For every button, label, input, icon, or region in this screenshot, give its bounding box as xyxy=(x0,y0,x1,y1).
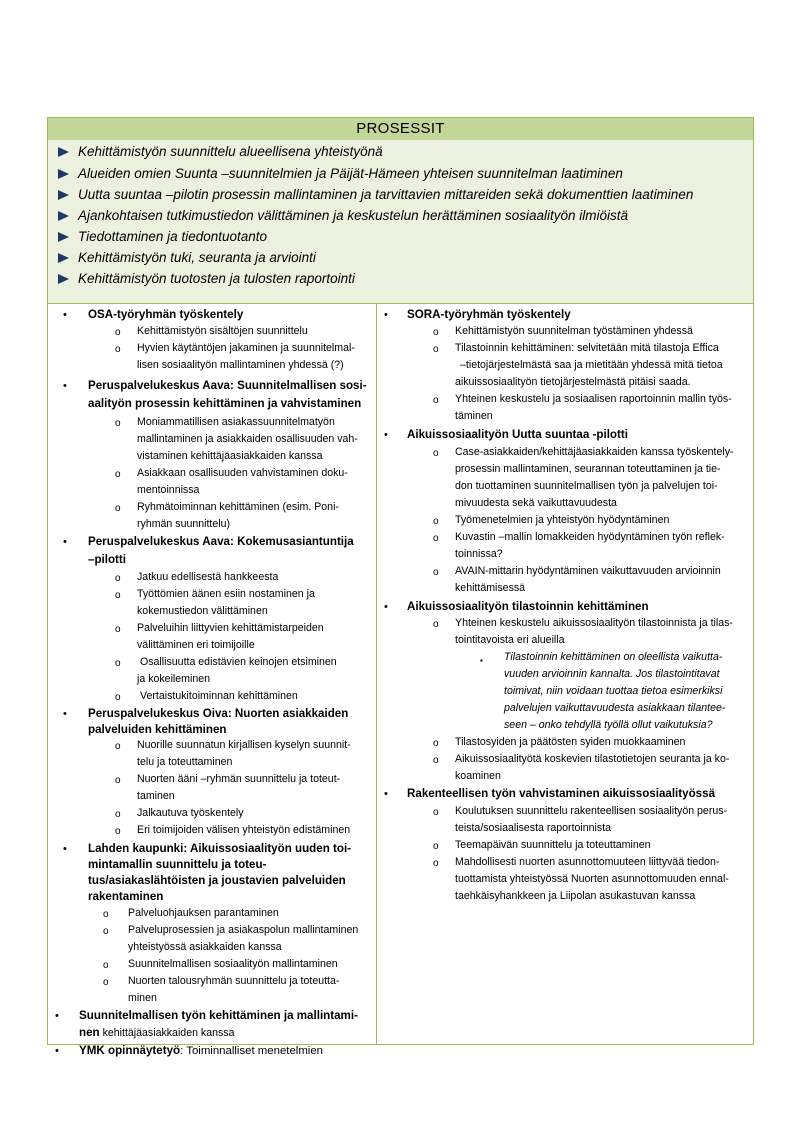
triangle-bullet-icon xyxy=(58,190,69,200)
list-item: Hyvien käytäntöjen jakaminen ja suunnitelmal- xyxy=(137,342,355,354)
list-item: Nuorille suunnatun kirjallisen kyselyn suunnit- xyxy=(137,739,351,751)
sub-bullet-marker: o xyxy=(433,567,439,578)
list-item: toinnissa? xyxy=(455,548,503,560)
list-item: teista/sosiaalisesta raportoinnista xyxy=(455,822,612,834)
list-item: –tietojärjestelmästä saa ja mietitään yhdessä mitä tietoa xyxy=(460,359,723,371)
process-item: Kehittämistyön suunnittelu alueellisena yhteistyönä xyxy=(58,144,383,159)
process-item: Ajankohtaisen tutkimustiedon välittäminen ja keskustelun herättäminen sosiaalityön ilmiöistä xyxy=(58,208,628,223)
list-item: Moniammatillisen asiakassuunnitelmatyön xyxy=(137,416,335,428)
list-item: välittäminen eri toimijoille xyxy=(137,639,255,651)
bullet-marker: • xyxy=(63,536,67,548)
bullet-marker: • xyxy=(384,429,388,441)
note-text: seen – onko tehdyllä työllä ollut vaikutuksia? xyxy=(504,719,713,731)
section-heading: Peruspalvelukeskus Aava: Suunnitelmallisen sosi- xyxy=(88,379,367,392)
list-item: Palveluprosessien ja asiakaspolun mallintaminen xyxy=(128,924,359,936)
sub-bullet-marker: o xyxy=(115,826,121,837)
sub-bullet-marker: o xyxy=(115,741,121,752)
sub-bullet-marker: o xyxy=(115,503,121,514)
list-item: telu ja toteuttaminen xyxy=(137,756,233,768)
sub-bullet-marker: o xyxy=(103,977,109,988)
list-item: Teemapäivän suunnittelu ja toteuttaminen xyxy=(455,839,651,851)
sub-bullet-marker: o xyxy=(115,469,121,480)
list-item: kokemustiedon välittäminen xyxy=(137,605,268,617)
note-text: Tilastoinnin kehittäminen on oleellista vaikutta- xyxy=(504,651,723,663)
bullet-marker: • xyxy=(63,309,67,321)
list-item: Kehittämistyön sisältöjen suunnittelu xyxy=(137,325,308,337)
list-item: yhteistyössä asiakkaiden kanssa xyxy=(128,941,282,953)
bullet-marker: • xyxy=(384,309,388,321)
table-title: PROSESSIT xyxy=(48,118,753,141)
sub-bullet-marker: o xyxy=(115,775,121,786)
bullet-marker: • xyxy=(63,708,67,720)
list-item: mallintaminen ja asiakkaiden osallisuuden vah- xyxy=(137,433,358,445)
sub-bullet-marker: o xyxy=(433,858,439,869)
section-heading: Lahden kaupunki: Aikuissosiaalityön uuden toi- xyxy=(88,842,352,855)
triangle-bullet-icon xyxy=(58,147,69,157)
list-item: mivuudesta sekä vaikuttavuudesta xyxy=(455,497,617,509)
section-heading: OSA-työryhmän työskentely xyxy=(88,308,244,321)
sub-bullet-marker: o xyxy=(433,516,439,527)
list-item: vistaminen kehittäjäasiakkaiden kanssa xyxy=(137,450,323,462)
list-item: täminen xyxy=(455,410,493,422)
section-heading: nen kehittäjäasiakkaiden kanssa xyxy=(79,1026,235,1039)
section-heading: YMK opinnäytetyö: Toiminnalliset menetelmien xyxy=(79,1044,324,1057)
section-heading: Peruspalvelukeskus Aava: Kokemusasiantuntija xyxy=(88,535,354,548)
sub-bullet-marker: o xyxy=(115,327,121,338)
section-heading: palveluiden kehittäminen xyxy=(88,723,227,736)
list-item: Yhteinen keskustelu ja sosiaalisen raportoinnin mallin työs- xyxy=(455,393,732,405)
list-item: don tuottaminen suunnitelmallisen työn ja palvelujen toi- xyxy=(455,480,718,492)
sub-bullet-marker: o xyxy=(433,738,439,749)
left-column xyxy=(48,304,376,1057)
list-item: tuottamista yhteistyössä Nuorten asunnottomuuden ennal- xyxy=(455,873,729,885)
section-heading: Rakenteellisen työn vahvistaminen aikuissosiaalityössä xyxy=(407,787,716,800)
process-list xyxy=(48,140,753,304)
list-item: Palveluohjauksen parantaminen xyxy=(128,907,279,919)
triangle-bullet-icon xyxy=(58,253,69,263)
triangle-bullet-icon xyxy=(58,274,69,284)
section-heading: tus/asiakaslähtöisten ja joustavien palveluiden xyxy=(88,874,346,887)
square-bullet-marker: ▪ xyxy=(480,656,483,665)
list-item: taehkäisyhankkeen ja Liipolan asukastuvan kanssa xyxy=(455,890,696,902)
right-column xyxy=(377,304,753,1044)
list-item: Mahdollisesti nuorten asunnottomuuteen liittyvää tiedon- xyxy=(455,856,720,868)
bullet-marker: • xyxy=(384,788,388,800)
list-item: Työmenetelmien ja yhteistyön hyödyntäminen xyxy=(455,514,670,526)
section-heading: –pilotti xyxy=(88,553,126,566)
section-heading: rakentaminen xyxy=(88,890,164,903)
sub-bullet-marker: o xyxy=(433,327,439,338)
sub-bullet-marker: o xyxy=(433,395,439,406)
sub-bullet-marker: o xyxy=(433,755,439,766)
sub-bullet-marker: o xyxy=(433,448,439,459)
sub-bullet-marker: o xyxy=(103,926,109,937)
list-item: AVAIN-mittarin hyödyntäminen vaikuttavuuden arvioinnin xyxy=(455,565,721,577)
list-item: Tilastoinnin kehittäminen: selvitetään mitä tilastoja Effica xyxy=(455,342,719,354)
section-heading: aalityön prosessin kehittäminen ja vahvistaminen xyxy=(88,397,362,410)
sub-bullet-marker: o xyxy=(115,809,121,820)
list-item: Tilastosyiden ja päätösten syiden muokkaaminen xyxy=(455,736,686,748)
list-item: Jalkautuva työskentely xyxy=(137,807,244,819)
section-heading: mintamallin suunnittelu ja toteu- xyxy=(88,858,267,871)
sub-bullet-marker: o xyxy=(115,418,121,429)
list-item: minen xyxy=(128,992,157,1004)
triangle-bullet-icon xyxy=(58,232,69,242)
sub-bullet-marker: o xyxy=(115,573,121,584)
triangle-bullet-icon xyxy=(58,211,69,221)
list-item: Ryhmätoiminnan kehittäminen (esim. Poni- xyxy=(137,501,339,513)
list-item: Vertaistukitoiminnan kehittäminen xyxy=(140,690,298,702)
process-table xyxy=(47,117,754,1057)
list-item: Eri toimijoiden välisen yhteistyön edistäminen xyxy=(137,824,351,836)
sub-bullet-marker: o xyxy=(433,841,439,852)
bullet-marker: • xyxy=(63,380,67,392)
section-heading: Aikuissosiaalityön Uutta suuntaa -pilotti xyxy=(407,428,628,441)
list-item: Jatkuu edellisestä hankkeesta xyxy=(137,571,279,583)
bullet-marker: • xyxy=(55,1010,59,1022)
list-item: aikuissosiaalityön tietojärjestelmästä pitäisi saada. xyxy=(455,376,691,388)
list-item: Nuorten ääni –ryhmän suunnittelu ja toteut- xyxy=(137,773,341,785)
list-item: ryhmän suunnittelu) xyxy=(137,518,231,530)
bullet-marker: • xyxy=(63,843,67,855)
list-item: Nuorten talousryhmän suunnittelu ja toteutta- xyxy=(128,975,340,987)
list-item: Case-asiakkaiden/kehittäjäasiakkaiden kanssa työskentely- xyxy=(455,446,734,458)
process-item: Alueiden omien Suunta –suunnitelmien ja Päijät-Hämeen yhteisen suunnitelman laatiminen xyxy=(58,166,623,181)
sub-bullet-marker: o xyxy=(103,960,109,971)
list-item: Asiakkaan osallisuuden vahvistaminen doku- xyxy=(137,467,348,479)
list-item: Koulutuksen suunnittelu rakenteellisen sosiaalityön perus- xyxy=(455,805,728,817)
process-item: Uutta suuntaa –pilotin prosessin mallintaminen ja tarvittavien mittareiden sekä dokumenttien laatiminen xyxy=(58,187,693,202)
sub-bullet-marker: o xyxy=(115,344,121,355)
triangle-bullet-icon xyxy=(58,169,69,179)
list-item: prosessin mallintaminen, seurannan toteuttaminen ja tie- xyxy=(455,463,721,475)
sub-bullet-marker: o xyxy=(103,909,109,920)
list-item: tointitavoista eri alueilla xyxy=(455,634,565,646)
list-item: Suunnitelmallisen sosiaalityön mallintaminen xyxy=(128,958,338,970)
bullet-marker: • xyxy=(384,601,388,613)
note-text: palvelujen vaikuttavuudesta asiakkaan tilantee- xyxy=(504,702,726,714)
list-item: Kehittämistyön suunnitelman työstäminen yhdessä xyxy=(455,325,693,337)
sub-bullet-marker: o xyxy=(433,807,439,818)
section-heading: Suunnitelmallisen työn kehittäminen ja mallintami- xyxy=(79,1009,358,1022)
list-item: Osallisuutta edistävien keinojen etsiminen xyxy=(140,656,337,668)
section-heading: Aikuissosiaalityön tilastoinnin kehittäminen xyxy=(407,600,649,613)
sub-bullet-marker: o xyxy=(115,624,121,635)
list-item: ja kokeileminen xyxy=(137,673,211,685)
list-item: Aikuissosiaalityötä koskevien tilastotietojen seuranta ja ko- xyxy=(455,753,730,765)
list-item: lisen sosiaalityön mallintaminen yhdessä (?) xyxy=(137,359,344,371)
section-heading: SORA-työryhmän työskentely xyxy=(407,308,571,321)
list-item: Kuvastin –mallin lomakkeiden hyödyntäminen työn reflek- xyxy=(455,531,725,543)
process-item: Tiedottaminen ja tiedontuotanto xyxy=(58,229,267,244)
list-item: mentoinnissa xyxy=(137,484,200,496)
sub-bullet-marker: o xyxy=(433,619,439,630)
list-item: Yhteinen keskustelu aikuissosiaalityön tilastoinnista ja tilas- xyxy=(455,617,733,629)
sub-bullet-marker: o xyxy=(115,590,121,601)
bullet-marker: • xyxy=(55,1045,59,1057)
process-item: Kehittämistyön tuotosten ja tulosten raportointi xyxy=(58,271,355,286)
sub-bullet-marker: o xyxy=(115,658,121,669)
sub-bullet-marker: o xyxy=(433,533,439,544)
section-heading: Peruspalvelukeskus Oiva: Nuorten asiakkaiden xyxy=(88,707,349,720)
list-item: koaminen xyxy=(455,770,501,782)
note-text: vuuden arvioinnin kannalta. Jos tilastointitavat xyxy=(504,668,720,680)
list-item: taminen xyxy=(137,790,175,802)
sub-bullet-marker: o xyxy=(433,344,439,355)
note-text: toimivat, niin voidaan tuottaa tietoa esimerkiksi xyxy=(504,685,723,697)
list-item: Palveluihin liittyvien kehittämistarpeiden xyxy=(137,622,324,634)
sub-bullet-marker: o xyxy=(115,692,121,703)
list-item: kehittämisessä xyxy=(455,582,526,594)
list-item: Työttömien äänen esiin nostaminen ja xyxy=(137,588,315,600)
process-item: Kehittämistyön tuki, seuranta ja arviointi xyxy=(58,250,316,265)
